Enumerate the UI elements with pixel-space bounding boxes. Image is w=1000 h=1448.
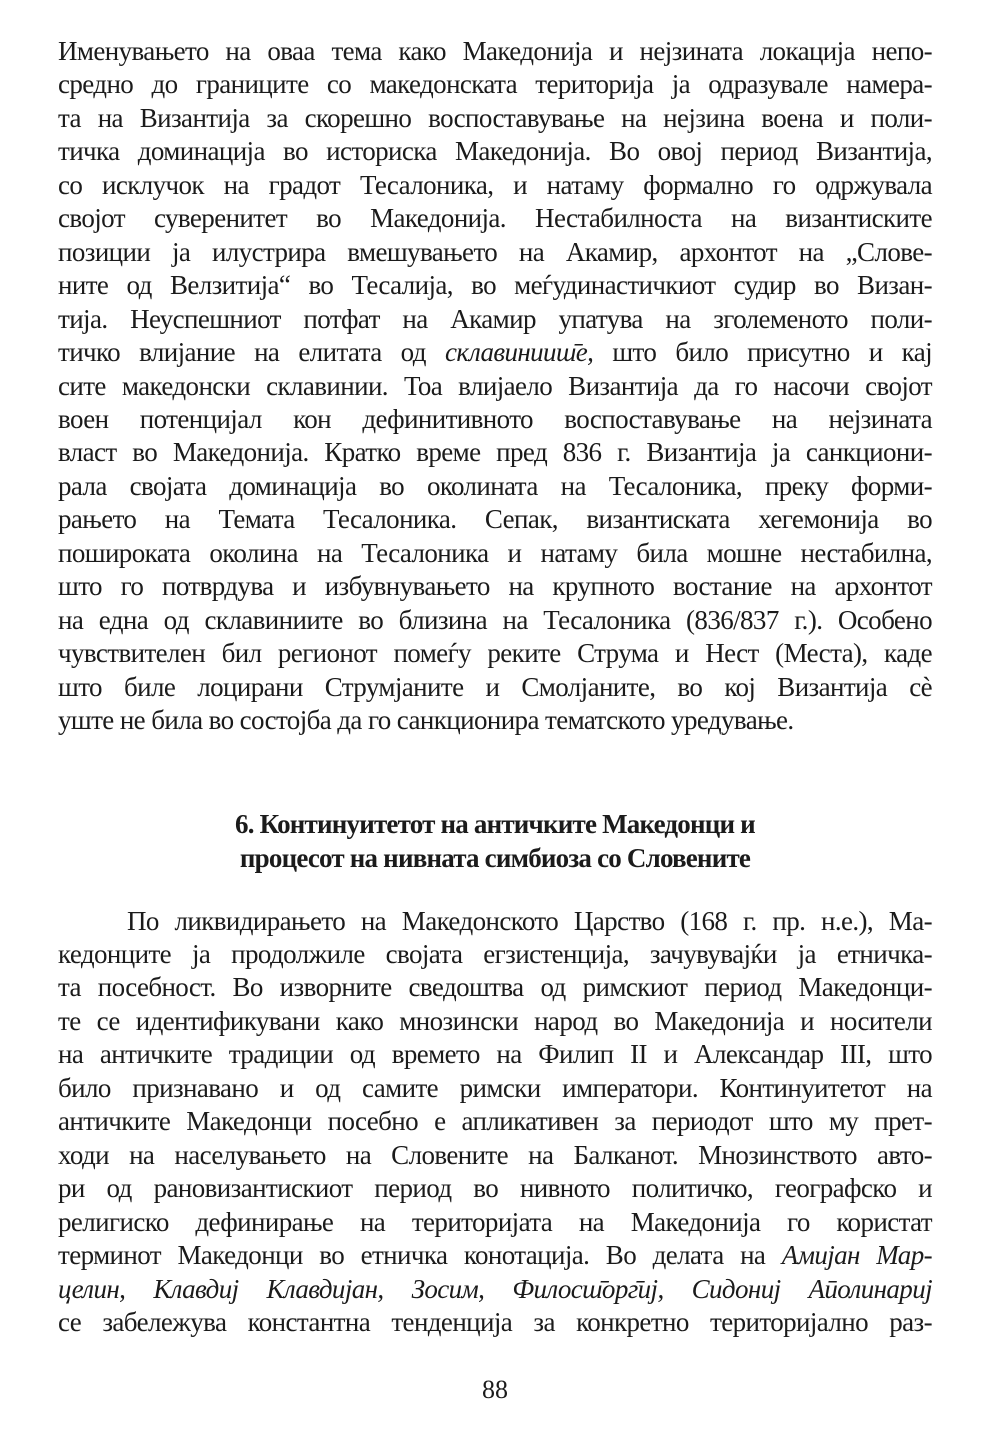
text-line: со исклучок на градот Тесалоника, и натаму формално го одржувала bbox=[58, 169, 932, 200]
text-line: тичка доминација во историска Македонија. Во овој период Византија, bbox=[58, 136, 932, 167]
paragraph-2 bbox=[58, 905, 932, 1340]
page-number: 88 bbox=[482, 1375, 508, 1404]
text-line: уште не била во состојба да го санкционира тематското уредување. bbox=[58, 705, 794, 736]
text-line: та на Византија за скорешно воспоставување на нејзина воена и поли- bbox=[58, 102, 932, 133]
text-line: чувствителен бил регионот помеѓу реките Струма и Нест (Места), каде bbox=[58, 638, 932, 669]
text-line: позиции ја илустрира вмешувањето на Акамир, архонтот на „Слове- bbox=[58, 236, 932, 267]
text-line: на античките традиции од времето на Филип II и Александар III, што bbox=[58, 1039, 932, 1070]
text-line: Именувањето на оваа тема како Македонија и нејзината локација непо- bbox=[58, 36, 932, 66]
text-line: По ликвидирањето на Македонското Царство (168 г. пр. н.е.), Ма- bbox=[127, 905, 932, 936]
text-line: ри од рановизантискиот период во нивното политичко, географско и bbox=[58, 1173, 932, 1204]
text-segment: тичко влијание на елитата од bbox=[58, 337, 445, 368]
text-line: воен потенцијал кон дефинитивното воспоставување на нејзината bbox=[58, 403, 932, 434]
text-line bbox=[58, 1239, 932, 1272]
text-line: тија. Неуспешниот потфат на Акамир упатува на зголеменото поли- bbox=[58, 303, 932, 334]
text-line: сите македонски склавинии. Тоа влијаело Византија да го насочи својот bbox=[58, 370, 932, 401]
text-line: што го потврдува и избувнувањето на крупното востание на архонтот bbox=[58, 571, 932, 602]
text-line: било признавано и од самите римски императори. Континуитетот на bbox=[58, 1072, 932, 1103]
text-line bbox=[58, 336, 932, 369]
text-line: се забележува константна тенденција за конкретно територијално раз- bbox=[58, 1306, 932, 1337]
text-line: на една од склавиниите во близина на Тесалоника (836/837 г.). Особено bbox=[58, 604, 932, 635]
text-line: својот суверенитет во Македонија. Нестабилноста на византиските bbox=[58, 203, 932, 234]
text-line: та посебност. Во изворните сведоштва од римскиот период Македонци- bbox=[58, 972, 932, 1003]
text-line: власт во Македонија. Кратко време пред 836 г. Византија ја санкциони- bbox=[58, 437, 932, 468]
text-line: пошироката околина на Тесалоника и натаму била мошне нестабилна, bbox=[58, 537, 932, 568]
text-line: средно до границите со македонската територија ја одразувале намера- bbox=[58, 69, 932, 100]
text-line: религиско дефинирање на територијата на Македонија го користат bbox=[58, 1206, 932, 1237]
text-line: рањето на Темата Тесалоника. Сепак, византиската хегемонија во bbox=[58, 504, 932, 535]
text-segment: терминот Македонци во етничка конотација. Во делата на bbox=[58, 1240, 782, 1271]
text-line: рала својата доминација во околината на Тесалоника, преку форми- bbox=[58, 470, 932, 501]
text-line: ните од Велзитија“ во Тесалија, во меѓудинастичкиот судир во Визан- bbox=[58, 270, 932, 301]
text-line: те се идентификувани како мнозински народ во Македонија и носители bbox=[58, 1005, 932, 1036]
italic-author-name: Амијан Мар- bbox=[781, 1240, 933, 1271]
italic-term-sklavinii: склавинииш̄е, bbox=[444, 337, 594, 368]
italic-author-names: целин, Клавдиј Клавдијан, Зосим, Филосш̄орг̄иј, Сидониј Аӣолинариј bbox=[58, 1273, 932, 1304]
text-line: кедонците ја продолжиле својата егзистенција, зачувувајќи ја етничка- bbox=[58, 938, 932, 969]
text-column bbox=[58, 35, 932, 1339]
text-line: што биле лоцирани Струмјаните и Смолјаните, во кој Византија сè bbox=[58, 671, 932, 702]
heading-line-1: 6. Континуитетот на античките Македонци и bbox=[235, 808, 755, 839]
text-line: ходи на населувањето на Словените на Балканот. Мнозинството авто- bbox=[58, 1139, 932, 1170]
paragraph-1 bbox=[58, 35, 932, 738]
text-segment: што било присутно и кај bbox=[593, 337, 932, 368]
text-line: античките Македонци посебно е апликативен за периодот што му прет- bbox=[58, 1106, 932, 1137]
heading-line-2: процесот на нивната симбиоза со Словените bbox=[239, 842, 751, 873]
section-heading bbox=[58, 807, 932, 875]
text-line bbox=[58, 1273, 932, 1306]
